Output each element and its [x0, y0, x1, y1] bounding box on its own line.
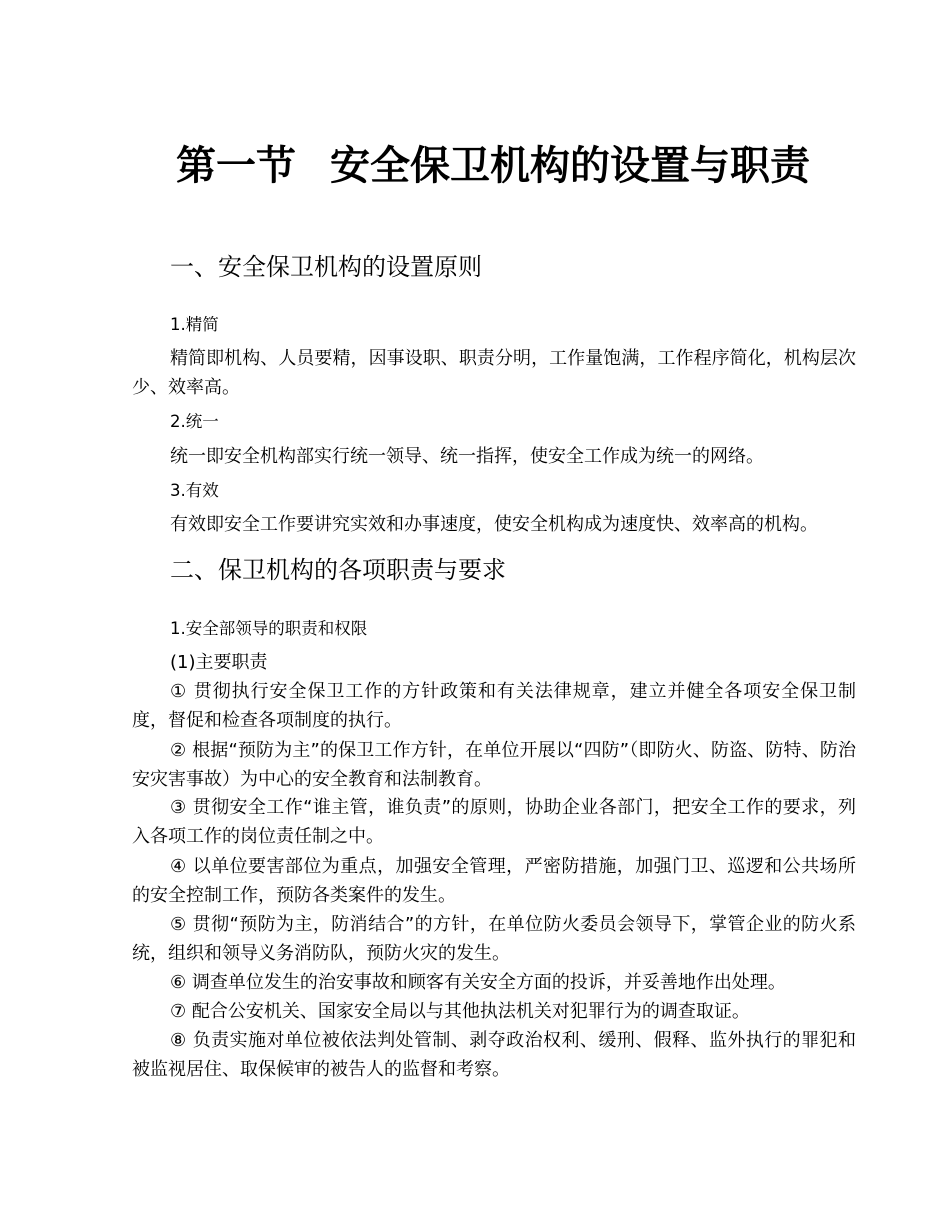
sub1-1-label: (1)主要职责: [170, 652, 268, 673]
sub1-label: 1.安全部领导的职责和权限: [170, 619, 368, 638]
duty-item: ① 贯彻执行安全保卫工作的方针政策和有关法律规章，建立并健全各项安全保卫制度，督促和检查各项制度的执行。: [132, 681, 856, 731]
item2-text: 统一即安全机构部实行统一领导、统一指挥，使安全工作成为统一的网络。: [170, 446, 764, 467]
duty-item: ⑦ 配合公安机关、国家安全局以与其他执法机关对犯罪行为的调查取证。: [170, 1001, 750, 1022]
title-section-number: 第一节: [176, 143, 296, 189]
title-text: 安全保卫机构的设置与职责: [330, 143, 810, 189]
page-title: [0, 138, 950, 194]
item3-label: 3.有效: [170, 481, 219, 500]
item1-label: 1.精简: [170, 315, 219, 334]
item3-text: 有效即安全工作要讲究实效和办事速度，使安全机构成为速度快、效率高的机构。: [170, 514, 818, 535]
item2-label: 2.统一: [170, 412, 219, 431]
duty-item: ② 根据“预防为主”的保卫工作方针，在单位开展以“四防”（即防火、防盗、防特、防治安灾害事故）为中心的安全教育和法制教育。: [132, 740, 856, 790]
duty-item: ⑤ 贯彻“预防为主，防消结合”的方针，在单位防火委员会领导下，掌管企业的防火系统，组织和领导义务消防队，预防火灾的发生。: [132, 914, 856, 964]
duty-item: ⑥ 调查单位发生的治安事故和顾客有关安全方面的投诉，并妥善地作出处理。: [170, 972, 786, 993]
section2-heading: 二、保卫机构的各项职责与要求: [170, 556, 506, 584]
duty-item: ③ 贯彻安全工作“谁主管，谁负责”的原则，协助企业各部门，把安全工作的要求，列入各项工作的岗位责任制之中。: [132, 797, 856, 847]
duty-item: ⑧ 负责实施对单位被依法判处管制、剥夺政治权利、缓刑、假释、监外执行的罪犯和被监视居住、取保候审的被告人的监督和考察。: [132, 1030, 856, 1080]
item1-text: 精简即机构、人员要精，因事设职、职责分明，工作量饱满，工作程序简化，机构层次少、效率高。: [132, 348, 856, 398]
section1-heading: 一、安全保卫机构的设置原则: [170, 253, 482, 281]
duty-item: ④ 以单位要害部位为重点，加强安全管理，严密防措施，加强门卫、巡逻和公共场所的安全控制工作，预防各类案件的发生。: [132, 856, 856, 906]
